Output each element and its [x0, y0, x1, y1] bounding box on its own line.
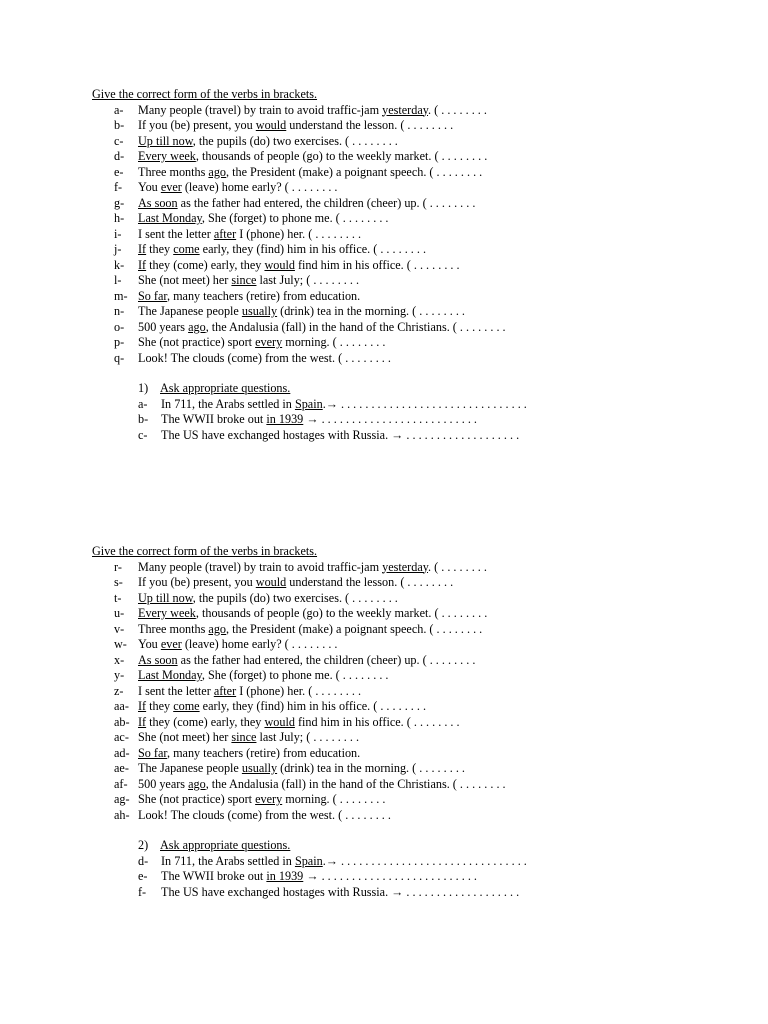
underlined-keyword: would	[264, 714, 295, 729]
underlined-keyword: every	[255, 792, 283, 806]
sentence-text: , the pupils (do) two exercises. ( . . . . . . . .	[192, 590, 398, 605]
sentence-text: morning. ( . . . . . . . .	[282, 335, 386, 349]
underlined-keyword: If	[138, 242, 147, 256]
item-sentence	[138, 304, 465, 319]
underlined-keyword: Up till now	[138, 590, 193, 605]
sentence-text: The WWII broke out	[161, 869, 267, 883]
questions-heading	[138, 381, 290, 396]
underlined-keyword: every	[255, 335, 283, 349]
question-label: b-	[138, 412, 149, 426]
underlined-keyword: If	[138, 714, 147, 729]
sentence-text: (leave) home early? ( . . . . . . . .	[181, 180, 338, 194]
item-sentence	[138, 149, 487, 164]
sentence-text: I (phone) her. ( . . . . . . . .	[236, 683, 362, 698]
sentence-text: , the President (make) a poignant speech. ( . . . . . . . .	[226, 164, 483, 179]
item-sentence	[138, 730, 359, 745]
item-label: w-	[114, 637, 127, 651]
underlined-keyword: Last Monday	[138, 668, 202, 682]
item-label: i-	[114, 226, 122, 241]
questions-heading	[138, 838, 290, 853]
underlined-keyword: since	[231, 273, 257, 287]
underlined-keyword: ever	[160, 637, 182, 651]
item-sentence	[138, 320, 506, 335]
sentence-text: , many teachers (retire) from education.	[166, 288, 361, 303]
item-label: k-	[114, 257, 125, 272]
question-sentence	[161, 428, 519, 443]
sentence-text: Many people (travel) by train to avoid traffic-jam	[138, 559, 383, 574]
underlined-keyword: So far	[138, 745, 167, 760]
underlined-keyword: would	[255, 118, 287, 132]
underlined-keyword: ago	[188, 319, 206, 334]
underlined-keyword: in 1939	[266, 412, 304, 426]
underlined-keyword: If	[138, 257, 147, 272]
item-sentence	[138, 622, 482, 637]
sentence-text: She (not meet) her	[138, 273, 232, 287]
underlined-keyword: Spain	[294, 396, 323, 411]
question-label: c-	[138, 427, 148, 442]
sentence-text: Look! The clouds (come) from the west. ( . . . . . . . .	[138, 350, 391, 365]
sentence-text: In 711, the Arabs settled in	[161, 853, 295, 868]
item-label: r-	[114, 559, 122, 574]
exercise-heading: Give the correct form of the verbs in brackets.	[92, 544, 318, 558]
underlined-keyword: since	[231, 730, 257, 744]
question-label: f-	[138, 884, 147, 899]
sentence-text: , the Andalusia (fall) in the hand of the Christians. ( . . . . . . . .	[205, 319, 506, 334]
underlined-keyword: So far	[138, 288, 167, 303]
item-label: q-	[114, 350, 125, 365]
underlined-keyword: ago	[208, 164, 227, 179]
item-sentence	[138, 560, 487, 575]
question-sentence	[161, 885, 519, 900]
sentence-text: The US have exchanged hostages with Russia. → . . . . . . . . . . . . . . . . . . .	[161, 427, 520, 442]
item-sentence	[138, 258, 460, 273]
sentence-text: .→ . . . . . . . . . . . . . . . . . . . . . . . . . . . . . . .	[322, 853, 527, 868]
questions-number: 2)	[138, 838, 149, 852]
item-sentence	[138, 668, 388, 683]
item-label: f-	[114, 180, 123, 194]
item-label: u-	[114, 606, 125, 620]
question-label: e-	[138, 869, 148, 883]
item-sentence	[138, 591, 398, 606]
sentence-text: early, they (find) him in his office. ( . . . . . . . .	[199, 699, 427, 713]
item-label: ac-	[114, 730, 129, 744]
item-label: aa-	[114, 699, 129, 713]
sentence-text: they	[146, 699, 174, 713]
item-label: v-	[114, 621, 125, 636]
sentence-text: Three months	[138, 621, 209, 636]
questions-title: Ask appropriate questions.	[160, 381, 291, 395]
sentence-text: , many teachers (retire) from education.	[166, 745, 361, 760]
sentence-text: She (not practice) sport	[138, 792, 256, 806]
sentence-text: early, they (find) him in his office. ( . . . . . . . .	[199, 242, 427, 256]
item-label: h-	[114, 211, 125, 225]
sentence-text: She (not meet) her	[138, 730, 232, 744]
item-label: ag-	[114, 792, 130, 806]
underlined-keyword: Every week	[138, 149, 196, 163]
questions-title: Ask appropriate questions.	[160, 838, 291, 852]
sentence-text: → . . . . . . . . . . . . . . . . . . . . . . . . . .	[303, 412, 477, 426]
item-label: ae-	[114, 761, 129, 775]
item-label: e-	[114, 164, 124, 179]
sentence-text: , She (forget) to phone me. ( . . . . . . . .	[201, 211, 389, 225]
sentence-text: understand the lesson. ( . . . . . . . .	[286, 118, 454, 132]
question-label: a-	[138, 396, 148, 411]
item-sentence	[138, 575, 453, 590]
sentence-text: . ( . . . . . . . .	[428, 102, 487, 117]
item-sentence	[138, 211, 388, 226]
item-label: p-	[114, 335, 125, 349]
item-label: ad-	[114, 745, 130, 760]
sentence-text: 500 years	[138, 776, 189, 791]
item-label: c-	[114, 133, 124, 148]
question-sentence	[161, 412, 477, 427]
item-sentence	[138, 715, 460, 730]
sentence-text: You	[138, 637, 161, 651]
underlined-keyword: As soon	[138, 195, 178, 210]
sentence-text: find him in his office. ( . . . . . . . .	[294, 257, 460, 272]
sentence-text: , the pupils (do) two exercises. ( . . . . . . . .	[192, 133, 398, 148]
item-label: x-	[114, 652, 125, 667]
item-sentence	[138, 273, 359, 288]
item-label: a-	[114, 102, 124, 117]
sentence-text: 500 years	[138, 319, 189, 334]
item-label: g-	[114, 195, 125, 210]
sentence-text: The Japanese people	[138, 304, 242, 318]
sentence-text: , the President (make) a poignant speech. ( . . . . . . . .	[226, 621, 483, 636]
sentence-text: (leave) home early? ( . . . . . . . .	[181, 637, 338, 651]
item-sentence	[138, 118, 453, 133]
item-label: s-	[114, 575, 123, 589]
item-sentence	[138, 637, 337, 652]
item-sentence	[138, 761, 465, 776]
item-label: l-	[114, 273, 122, 287]
sentence-text: .→ . . . . . . . . . . . . . . . . . . . . . . . . . . . . . . .	[322, 396, 527, 411]
item-sentence	[138, 808, 391, 823]
underlined-keyword: ago	[208, 621, 227, 636]
underlined-keyword: usually	[241, 761, 278, 775]
item-label: ab-	[114, 714, 130, 729]
sentence-text: (drink) tea in the morning. ( . . . . . . . .	[277, 304, 465, 318]
sentence-text: understand the lesson. ( . . . . . . . .	[286, 575, 454, 589]
sentence-text: I (phone) her. ( . . . . . . . .	[236, 226, 362, 241]
item-label: z-	[114, 683, 124, 698]
sentence-text: She (not practice) sport	[138, 335, 256, 349]
sentence-text: find him in his office. ( . . . . . . . .	[294, 714, 460, 729]
sentence-text: If you (be) present, you	[138, 118, 256, 132]
questions-number: 1)	[138, 381, 149, 395]
item-sentence	[138, 684, 361, 699]
sentence-text: → . . . . . . . . . . . . . . . . . . . . . . . . . .	[303, 869, 477, 883]
sentence-text: last July; ( . . . . . . . .	[256, 730, 360, 744]
underlined-keyword: after	[213, 226, 237, 241]
sentence-text: , thousands of people (go) to the weekly market. ( . . . . . . . .	[195, 606, 488, 620]
underlined-keyword: Last Monday	[138, 211, 202, 225]
item-label: ah-	[114, 807, 130, 822]
underlined-keyword: Up till now	[138, 133, 193, 148]
sentence-text: last July; ( . . . . . . . .	[256, 273, 360, 287]
item-sentence	[138, 289, 360, 304]
underlined-keyword: If	[138, 699, 147, 713]
sentence-text: . ( . . . . . . . .	[428, 559, 487, 574]
item-label: y-	[114, 668, 125, 682]
item-label: n-	[114, 304, 125, 318]
underlined-keyword: ago	[188, 776, 206, 791]
underlined-keyword: after	[213, 683, 237, 698]
sentence-text: I sent the letter	[138, 226, 214, 241]
item-label: d-	[114, 149, 125, 163]
item-sentence	[138, 227, 361, 242]
sentence-text: The WWII broke out	[161, 412, 267, 426]
sentence-text: as the father had entered, the children (cheer) up. ( . . . . . . . .	[177, 195, 476, 210]
question-sentence	[161, 397, 527, 412]
sentence-text: Look! The clouds (come) from the west. ( . . . . . . . .	[138, 807, 391, 822]
sentence-text: as the father had entered, the children (cheer) up. ( . . . . . . . .	[177, 652, 476, 667]
item-label: b-	[114, 118, 125, 132]
exercise-heading: Give the correct form of the verbs in brackets.	[92, 87, 318, 101]
underlined-keyword: yesterday	[382, 102, 429, 117]
underlined-keyword: Spain	[294, 853, 323, 868]
item-sentence	[138, 351, 391, 366]
item-sentence	[138, 335, 385, 350]
item-sentence	[138, 103, 487, 118]
sentence-text: , thousands of people (go) to the weekly market. ( . . . . . . . .	[195, 149, 488, 163]
underlined-keyword: ever	[160, 180, 182, 194]
sentence-text: morning. ( . . . . . . . .	[282, 792, 386, 806]
item-sentence	[138, 653, 475, 668]
underlined-keyword: would	[264, 257, 295, 272]
underlined-keyword: would	[255, 575, 287, 589]
sentence-text: In 711, the Arabs settled in	[161, 396, 295, 411]
sentence-text: (drink) tea in the morning. ( . . . . . . . .	[277, 761, 465, 775]
underlined-keyword: in 1939	[266, 869, 304, 883]
sentence-text: The Japanese people	[138, 761, 242, 775]
underlined-keyword: usually	[241, 304, 278, 318]
item-sentence	[138, 134, 398, 149]
sentence-text: If you (be) present, you	[138, 575, 256, 589]
item-sentence	[138, 165, 482, 180]
item-sentence	[138, 792, 385, 807]
item-sentence	[138, 196, 475, 211]
sentence-text: , the Andalusia (fall) in the hand of the Christians. ( . . . . . . . .	[205, 776, 506, 791]
sentence-text: The US have exchanged hostages with Russia. → . . . . . . . . . . . . . . . . . . .	[161, 884, 520, 899]
item-label: m-	[114, 288, 128, 303]
item-sentence	[138, 746, 360, 761]
sentence-text: Three months	[138, 164, 209, 179]
underlined-keyword: As soon	[138, 652, 178, 667]
sentence-text: , She (forget) to phone me. ( . . . . . . . .	[201, 668, 389, 682]
underlined-keyword: yesterday	[382, 559, 429, 574]
item-sentence	[138, 777, 506, 792]
item-label: o-	[114, 319, 125, 334]
question-label: d-	[138, 853, 149, 868]
question-sentence	[161, 869, 477, 884]
item-label: t-	[114, 590, 122, 605]
underlined-keyword: come	[173, 699, 200, 713]
item-sentence	[138, 606, 487, 621]
sentence-text: they (come) early, they	[146, 257, 265, 272]
underlined-keyword: Every week	[138, 606, 196, 620]
sentence-text: You	[138, 180, 161, 194]
sentence-text: they (come) early, they	[146, 714, 265, 729]
sentence-text: they	[146, 242, 174, 256]
item-sentence	[138, 699, 426, 714]
item-sentence	[138, 180, 337, 195]
item-label: j-	[114, 242, 122, 256]
sentence-text: Many people (travel) by train to avoid traffic-jam	[138, 102, 383, 117]
item-label: af-	[114, 776, 128, 791]
sentence-text: I sent the letter	[138, 683, 214, 698]
item-sentence	[138, 242, 426, 257]
question-sentence	[161, 854, 527, 869]
underlined-keyword: come	[173, 242, 200, 256]
